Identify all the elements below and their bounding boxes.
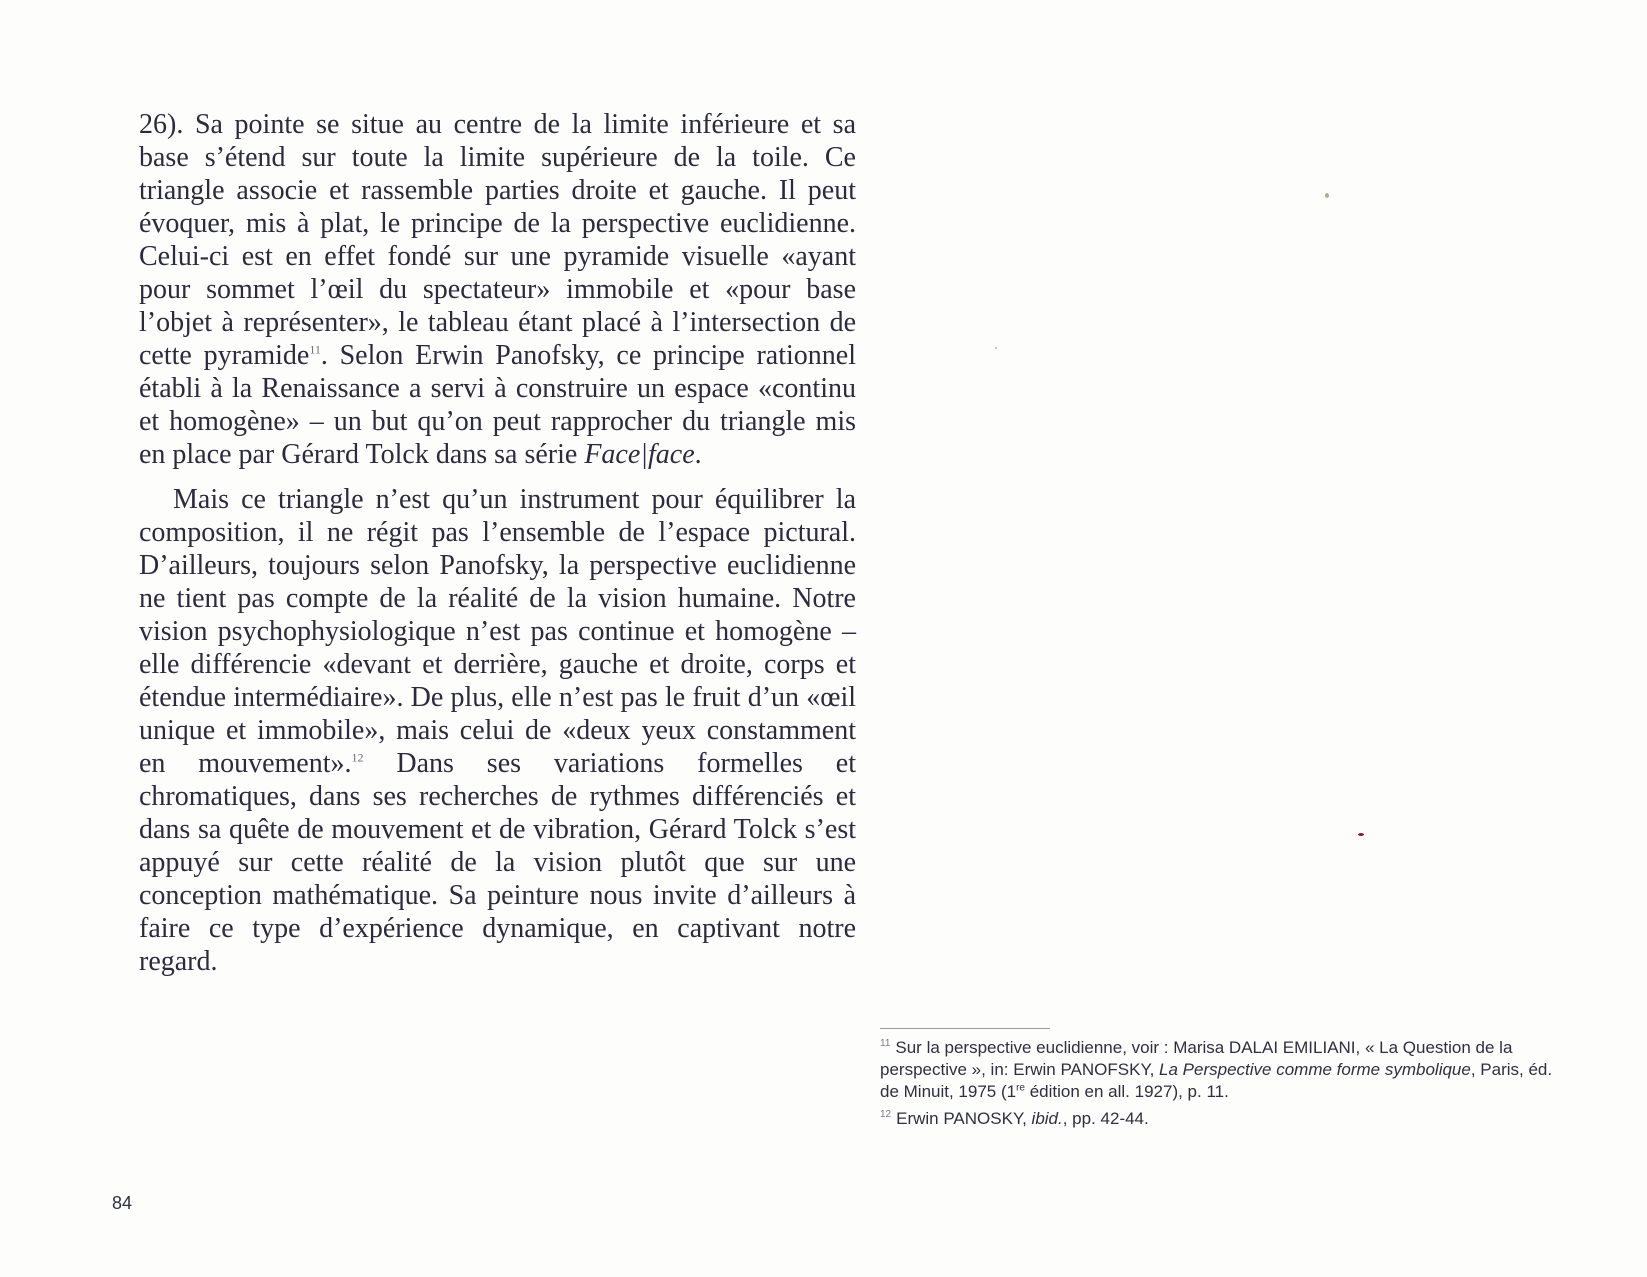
footnote-book-title: La Perspective comme forme symbolique [1159,1060,1471,1079]
paragraph-2-text-b: Dans ses variations formelles et chromatiques, dans ses recherches de rythmes différenciés et dans sa quête de mouvement et de vibration, Gérard Tolck s’est appuyé sur cette réalité de la vision plutôt que sur une conception mathématique. Sa peinture nous invite d’ailleurs à faire ce type d’expérience dynamique, en captivant notre regard. [139,748,856,977]
footnote-ibid: ibid. [1031,1109,1063,1128]
footnote-text: Erwin PANOSKY, [896,1109,1032,1128]
footnote-superscript: re [1016,1082,1025,1094]
page-number: 84 [112,1193,133,1213]
footnote-divider [880,1028,1050,1029]
footnotes [880,1037,1570,1135]
footnote-ref-12[interactable]: 12 [351,750,364,765]
paragraph-2 [139,483,856,978]
footnote-text: édition en all. 1927), p. 11. [1025,1082,1229,1101]
paper-speck [1325,193,1329,198]
footnote-text: , Paris, éd. de Minuit, 1975 (1 [880,1060,1553,1101]
paper-speck [995,347,997,349]
paragraph-2-text-a: Mais ce triangle n’est qu’un instrument pour équilibrer la composition, il ne régit pas l’ensemble de l’espace pictural. D’ailleurs, toujours selon Panofsky, la perspective euclidienne ne tient pas compte de la réalité de la vision humaine. Notre vision psychophysiologique n’est pas continue et homogène – elle différencie «devant et derrière, gauche et droite, corps et étendue intermédiaire». De plus, elle n’est pas le fruit d’un «œil unique et immobile», mais celui de «deux yeux constamment en mouvement». [139,484,856,779]
series-title: Face|face [584,439,695,470]
footnote-number: 12 [880,1109,892,1121]
footnote-number: 11 [880,1038,891,1050]
main-text-column [139,108,856,978]
footnote-text: , pp. 42-44. [1062,1109,1149,1128]
footnote-text: Sur la perspective euclidienne, voir : Marisa DALAI EMILIANI, « La Question de la perspective », in: Erwin PANOFSKY, [880,1038,1513,1079]
paragraph-1-text-a: 26). Sa pointe se situe au centre de la limite inférieure et sa base s’étend sur toute la limite supérieure de la toile. Ce triangle associe et rassemble parties droite et gauche. Il peut évoquer, mis à plat, le principe de la perspective euclidienne. Celui-ci est en effet fondé sur une pyramide visuelle «ayant pour sommet l’œil du spectateur» immobile et «pour base l’objet à représenter», le tableau étant placé à l’intersection de cette pyramide [139,109,856,371]
footnote-ref-11[interactable]: 11 [309,342,321,357]
footnote-12 [880,1108,1570,1130]
paragraph-1-text-c: . [694,439,702,470]
footnote-11 [880,1037,1570,1103]
paragraph-1-text-b: . Selon Erwin Panofsky, ce principe rationnel établi à la Renaissance a servi à construire un espace «continu et homogène» – un but qu’on peut rapprocher du triangle mis en place par Gérard Tolck dans sa série [139,340,856,470]
paper-speck [1358,833,1364,836]
paragraph-1 [139,108,856,471]
